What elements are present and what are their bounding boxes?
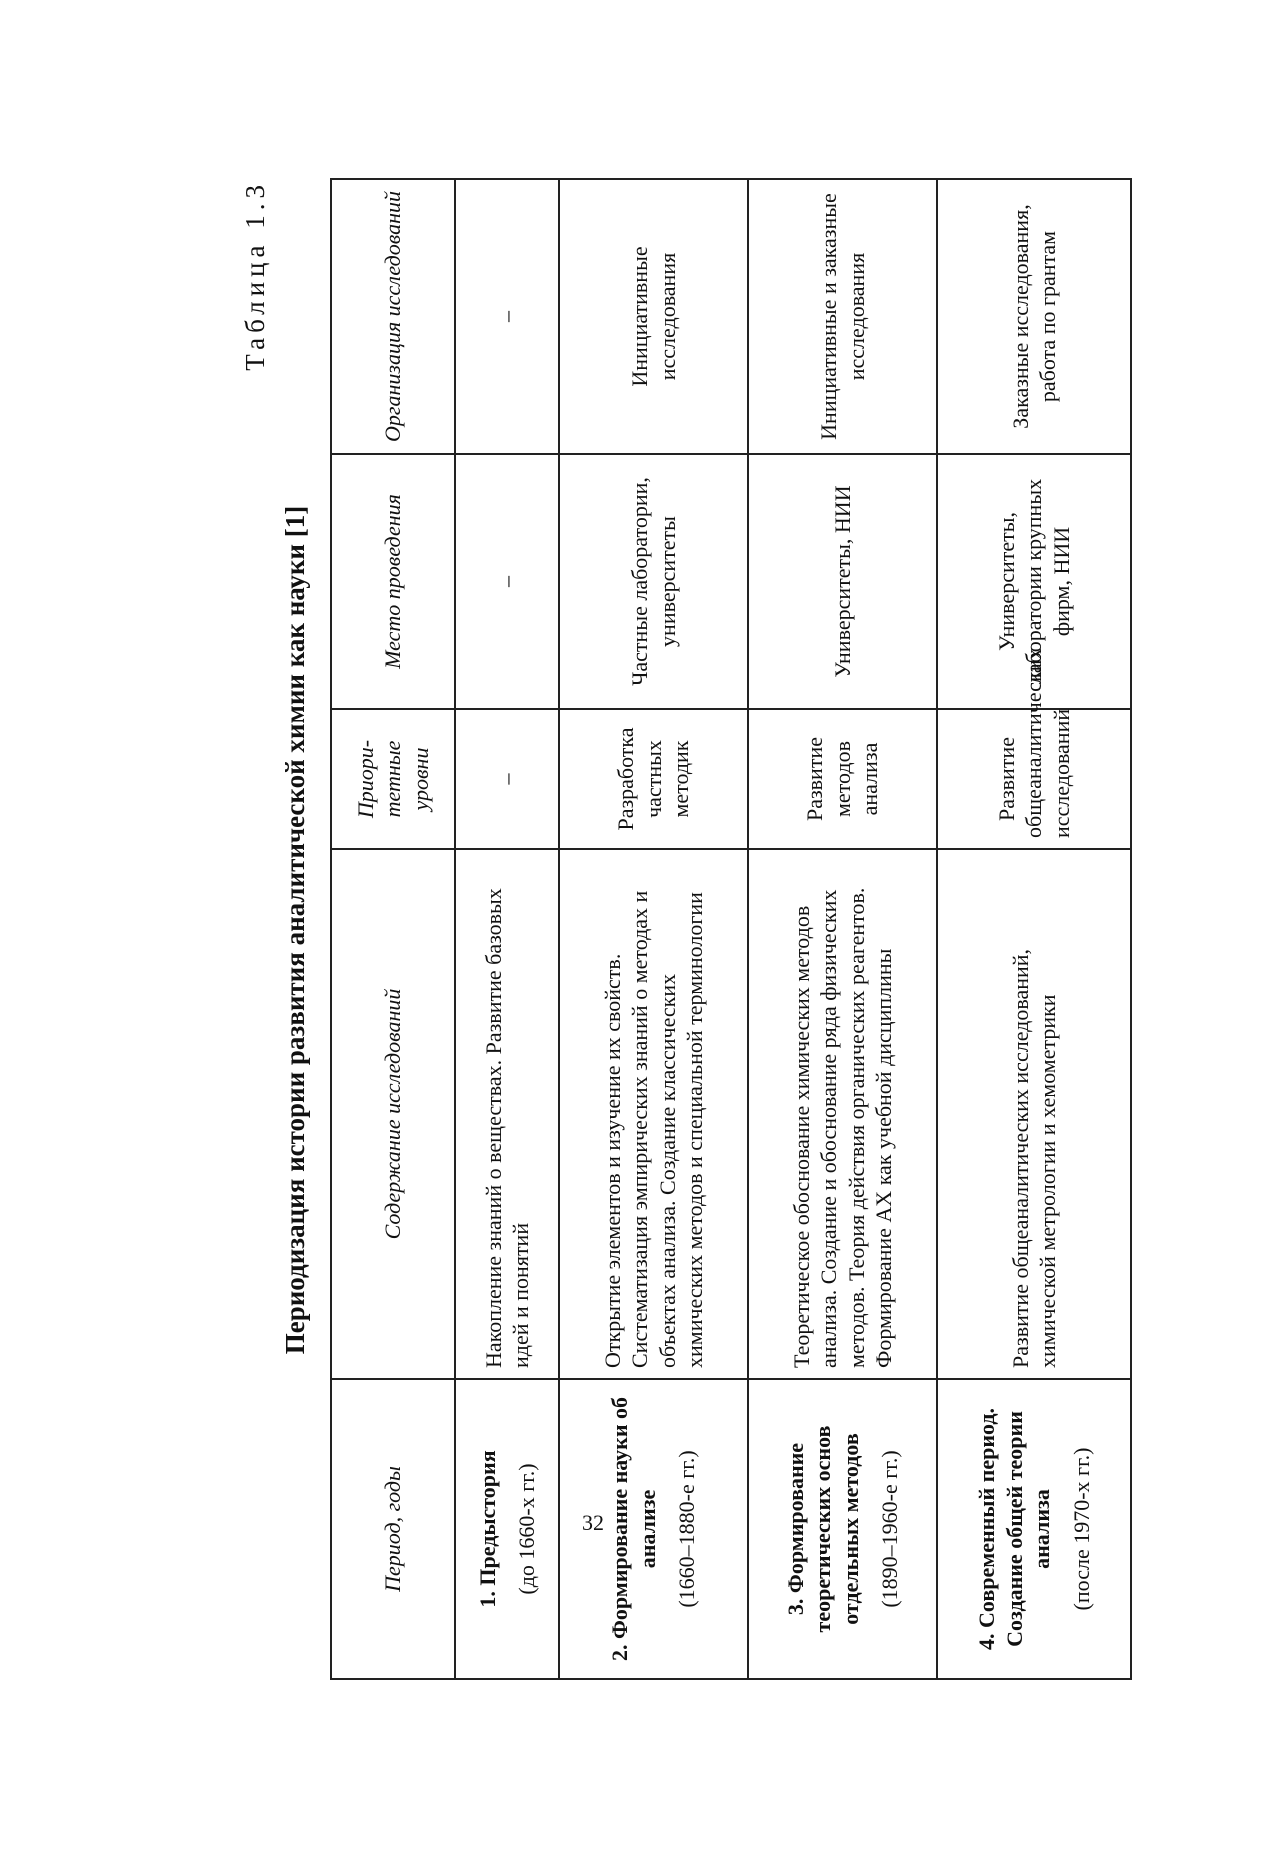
table-header-row (331, 179, 455, 1679)
page-number: 32 (582, 1510, 604, 1535)
content-cell: Накопление знаний о веществах. Развитие базовых идей и понятий (455, 849, 559, 1379)
organization-cell: Заказные исследования, работа по грантам (937, 179, 1131, 454)
header-content: Содержание исследований (331, 849, 455, 1379)
place-cell: Университеты, НИИ (748, 454, 937, 709)
place-cell: Университеты, лаборатории крупных фирм, НИИ (937, 454, 1131, 709)
table-row (455, 179, 559, 1679)
priority-cell: Разработка частных методик (559, 709, 748, 849)
periodization-table (330, 178, 1132, 1680)
header-organization: Организация исследований (331, 179, 455, 454)
header-place: Место проведения (331, 454, 455, 709)
priority-cell: Развитие методов анализа (748, 709, 937, 849)
period-name: 1. Предыстория (474, 1450, 500, 1608)
period-cell (937, 1379, 1131, 1679)
period-cell (455, 1379, 559, 1679)
period-name: 2. Формирование науки об анализе (607, 1396, 660, 1662)
content-cell: Развитие общеаналитических исследований, химической метрологии и хемометрики (937, 849, 1131, 1379)
content-cell: Теоретическое обоснование химических методов анализа. Создание и обоснование ряда физических методов. Теория действия органических реагентов. Формирование АХ как учебной дисциплины (748, 849, 937, 1379)
table-row (748, 179, 937, 1679)
place-cell: Частные лаборатории, университеты (559, 454, 748, 709)
organization-cell: – (455, 179, 559, 454)
priority-cell: Развитие общеаналитических исследований (937, 709, 1131, 849)
table-label: Таблица 1.3 (240, 180, 270, 371)
period-years: (после 1970-х гг.) (1068, 1447, 1094, 1611)
table-row (937, 179, 1131, 1679)
header-period: Период, годы (331, 1379, 455, 1679)
period-name: 3. Формирование теоретических основ отдельных методов (782, 1425, 863, 1633)
period-years: (до 1660-х гг.) (514, 1463, 539, 1595)
priority-cell: – (455, 709, 559, 849)
table-row (559, 179, 748, 1679)
period-years: (1890–1960-е гг.) (877, 1450, 902, 1608)
rotated-page-content (240, 180, 1120, 1680)
period-years: (1660–1880-е гг.) (674, 1450, 700, 1608)
period-cell (748, 1379, 937, 1679)
period-name: 4. Современный период. Создание общей теории анализа (974, 1407, 1054, 1651)
place-cell: – (455, 454, 559, 709)
table-title: Периодизация истории развития аналитической химии как науки [1] (280, 505, 310, 1355)
content-cell: Открытие элементов и изучение их свойств. Систематизация эмпирических знаний о методах и объектах анализа. Создание классических химических методов и специальной терминологии (559, 849, 748, 1379)
header-priority: Приори-тетные уровни (331, 709, 455, 849)
organization-cell: Инициативные и заказные исследования (748, 179, 937, 454)
organization-cell: Инициативные исследования (559, 179, 748, 454)
